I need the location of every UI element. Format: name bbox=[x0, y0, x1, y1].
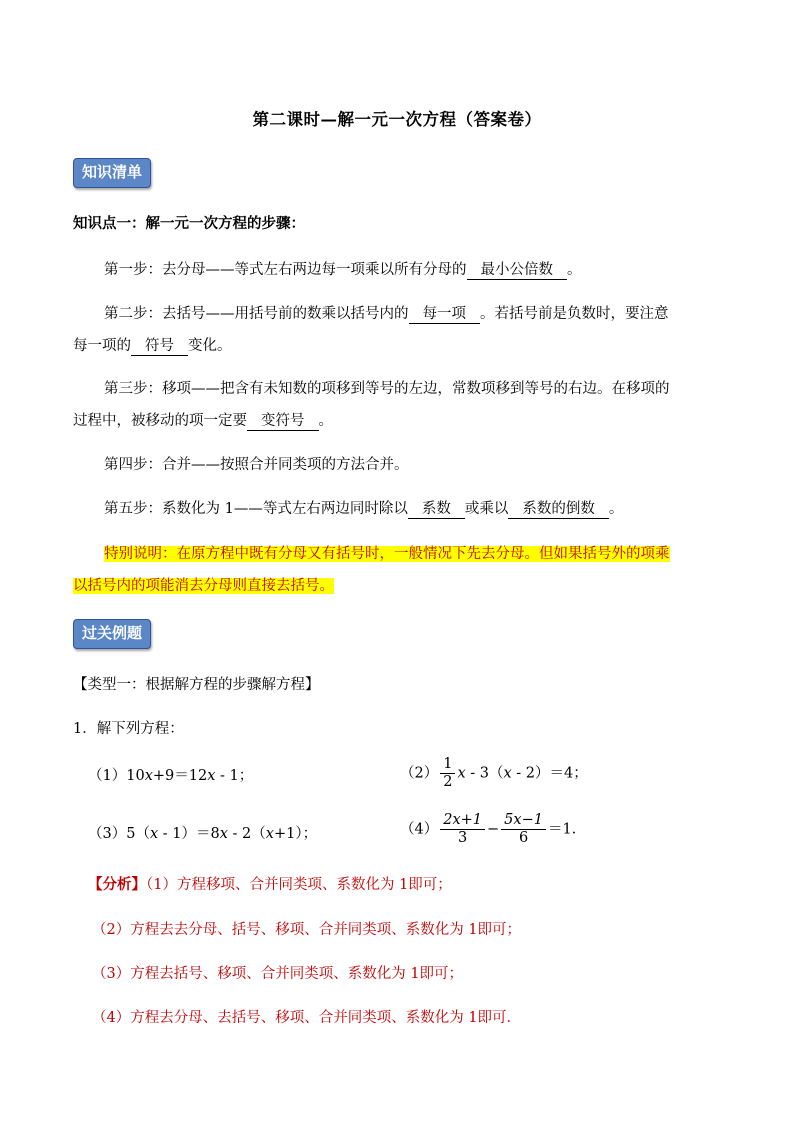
step-3-line-2 bbox=[73, 409, 333, 431]
step-2-line2-end: 变化。 bbox=[188, 338, 232, 354]
equation-1-label: （1） bbox=[88, 768, 127, 784]
equation-3-b: - 1）＝8 bbox=[158, 826, 220, 842]
step-3-end: 。 bbox=[318, 413, 333, 429]
step-1-text: 第一步：去分母——等式左右两边每一项乘以所有分母的 bbox=[104, 262, 467, 278]
equation-3-x3: x bbox=[265, 826, 274, 842]
step-5-pre: 第五步：系数化为 1——等式左右两边同时除以 bbox=[104, 501, 408, 517]
step-2-line-2 bbox=[73, 334, 232, 356]
step-2-blank: 每一项 bbox=[409, 305, 481, 324]
analysis-4: （4）方程去分母、去括号、移项、合并同类项、系数化为 1即可． bbox=[92, 1010, 522, 1026]
equation-2-x1: x bbox=[457, 765, 466, 782]
step-2-text: 第二步：去括号——用括号前的数乘以括号内的 bbox=[104, 306, 409, 322]
equation-1-x1: x bbox=[144, 768, 153, 784]
analysis-tag: 【分析】 bbox=[88, 876, 146, 893]
equation-2-x2: x bbox=[503, 765, 512, 782]
analysis-2: （2）方程去去分母、括号、移项、合并同类项、系数化为 1即可； bbox=[92, 922, 522, 938]
equation-2-denominator: 2 bbox=[443, 774, 453, 790]
equation-4-numerator-2: 5x−1 bbox=[501, 812, 546, 830]
step-2-blank-2: 符号 bbox=[131, 337, 188, 356]
equation-2-numerator: 1 bbox=[440, 756, 455, 774]
knowledge-point-heading: 知识点一：解一元一次方程的步骤： bbox=[73, 215, 305, 232]
equation-3-x2: x bbox=[219, 826, 228, 842]
equation-2-fraction bbox=[440, 756, 455, 791]
equation-4-minus: − bbox=[487, 821, 500, 838]
step-4: 第四步：合并——按照合并同类项的方法合并。 bbox=[104, 457, 409, 473]
step-3-line-1: 第三步：移项——把含有未知数的项移到等号的左边，常数项移到等号的右边。在移项的 bbox=[104, 381, 670, 397]
equation-4-denominator-1: 3 bbox=[458, 830, 468, 846]
equation-4-numerator-1: 2x+1 bbox=[440, 812, 485, 830]
step-3-blank: 变符号 bbox=[247, 412, 319, 431]
equation-4 bbox=[400, 812, 576, 847]
equation-2-label: （2） bbox=[400, 765, 439, 782]
equation-4-end: ＝1. bbox=[547, 821, 577, 838]
step-3-line2-pre: 过程中，被移动的项一定要 bbox=[73, 413, 247, 429]
step-5-end: 。 bbox=[608, 501, 624, 517]
analysis-1-text: （1）方程移项、合并同类项、系数化为 1即可； bbox=[146, 877, 452, 893]
step-5 bbox=[104, 497, 623, 519]
section-badge-examples: 过关例题 bbox=[73, 619, 151, 649]
step-5-blank-1: 系数 bbox=[408, 500, 465, 519]
equation-4-fraction-1 bbox=[440, 812, 485, 847]
equation-1 bbox=[88, 764, 253, 785]
type-one-heading: 【类型一：根据解方程的步骤解方程】 bbox=[73, 677, 320, 693]
equation-1-c: - 1； bbox=[215, 768, 254, 784]
equation-1-x2: x bbox=[207, 768, 216, 784]
special-note-text-2: 以括号内的项能消去分母则直接去括号。 bbox=[73, 578, 334, 594]
step-2-mid: 。若括号前是负数时，要注意 bbox=[480, 306, 669, 322]
equation-3-x1: x bbox=[149, 826, 159, 842]
equation-2 bbox=[400, 756, 588, 791]
equation-3-label: （3） bbox=[88, 826, 127, 842]
special-note-text-1: 特别说明：在原方程中既有分母又有括号时，一般情况下先去分母。但如果括号外的项乘 bbox=[104, 546, 670, 562]
step-1-end: 。 bbox=[567, 262, 582, 278]
equation-2-b: - 3（ bbox=[465, 765, 504, 782]
question-1: 1．解下列方程： bbox=[73, 721, 184, 737]
analysis-1 bbox=[88, 873, 452, 894]
analysis-3: （3）方程去括号、移项、合并同类项、系数化为 1即可； bbox=[92, 966, 464, 982]
step-5-blank-2: 系数的倒数 bbox=[508, 500, 609, 519]
document-title: 第二课时—解一元一次方程（答案卷） bbox=[252, 110, 542, 129]
equation-4-label: （4） bbox=[400, 821, 439, 838]
step-2-line-1 bbox=[104, 302, 669, 324]
section-badge-knowledge: 知识清单 bbox=[73, 158, 151, 188]
equation-3-c: - 2（ bbox=[227, 826, 266, 842]
equation-1-a: 10 bbox=[126, 768, 145, 784]
equation-2-c: - 2）＝4； bbox=[511, 765, 588, 782]
special-note-line-1 bbox=[104, 542, 670, 563]
equation-3-a: 5（ bbox=[126, 826, 150, 842]
special-note-line-2 bbox=[73, 574, 334, 595]
equation-4-denominator-2: 6 bbox=[518, 830, 529, 846]
equation-1-b: +9＝12 bbox=[152, 768, 208, 784]
step-1 bbox=[104, 258, 582, 280]
step-2-line2-pre: 每一项的 bbox=[73, 338, 131, 354]
equation-3 bbox=[88, 822, 317, 843]
equation-4-fraction-2 bbox=[501, 812, 546, 847]
step-5-mid: 或乘以 bbox=[464, 501, 509, 517]
equation-3-d: +1）； bbox=[273, 826, 318, 842]
step-1-blank: 最小公倍数 bbox=[467, 261, 568, 280]
